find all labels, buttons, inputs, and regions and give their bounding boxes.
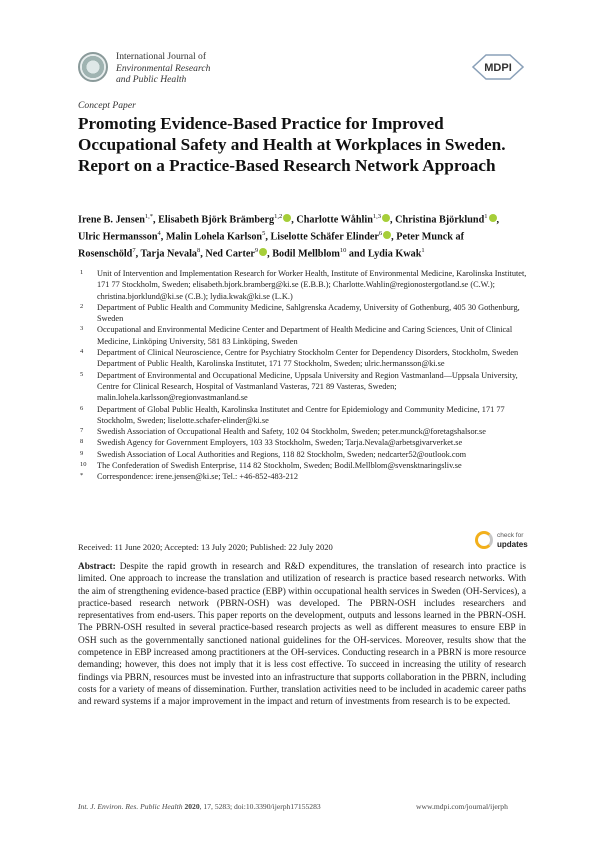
author-list bbox=[78, 210, 523, 261]
check-updates-icon bbox=[475, 531, 493, 549]
affiliation-item bbox=[80, 437, 528, 448]
author[interactable]: Elisabeth Björk Brämberg bbox=[158, 214, 275, 226]
affiliation-item bbox=[80, 404, 528, 427]
check-for-updates-button[interactable]: check for updates bbox=[475, 530, 535, 554]
affiliation-item bbox=[80, 471, 528, 482]
author-affiliation-ref: 10 bbox=[339, 246, 347, 254]
affiliation-number: 8 bbox=[80, 438, 84, 446]
affiliation-text: Swedish Association of Local Authorities and Regions, 118 82 Stockholm, Sweden; nedcarter52@outlook.com bbox=[97, 449, 467, 459]
journal-url-link[interactable]: www.mdpi.com/journal/ijerph bbox=[416, 802, 508, 811]
author-separator: , bbox=[291, 214, 297, 226]
author-separator: , bbox=[200, 248, 206, 260]
affiliation-text: The Confederation of Swedish Enterprise, 114 82 Stockholm, Sweden; Bodil.Mellblom@svensktnaringsliv.se bbox=[97, 461, 462, 471]
author[interactable]: Tarja Nevala bbox=[140, 248, 198, 260]
author-affiliation-ref: 1,2 bbox=[274, 213, 283, 220]
author[interactable]: Lydia Kwak bbox=[367, 248, 422, 260]
affiliation-item bbox=[80, 302, 528, 325]
article-type: Concept Paper bbox=[78, 100, 136, 111]
abstract-text: Despite the rapid growth in research and R&D expenditures, the translation of research into practice is limited. One approach to increase the translation and utilization of research is practice based research networks. With the aim of strengthening evidence-based practice (EBP) within occupational health services in Sweden (OH-Services), a practice-based research network (PBRN-OSH) was developed. The PBRN-OSH includes researchers and representatives from end-users. This paper reports on the development, outputs and lessons learned in the PBRN-OSH. The PBRN-OSH resulted in several practice-based research projects as well as different measures to ensure EBP in OSH such as the governmentally sanctioned national guidelines for the OH-services. Moreover, results show that the competence in EBP increased among practitioners at the OH-services. Conducting research in a PBRN is more resource demanding; however, this does not imply that it is less cost effective. To succeed in increasing the utility of research findings via PBRN, resources must be invested into an infrastructure that supports collaboration in the PBRN, including costs for a variety of means of dissemination. Further, translation activities need to be included in academic career paths and reward systems if a major improvement in the impact and return of investments from research is to be expected. bbox=[78, 562, 526, 708]
affiliation-item bbox=[80, 426, 528, 437]
mdpi-logo-text: MDPI bbox=[484, 62, 512, 74]
author-affiliation-ref: 8 bbox=[197, 246, 201, 254]
author-affiliation-ref: 1,* bbox=[144, 213, 154, 220]
author-separator: , bbox=[265, 231, 271, 243]
affiliation-number: 2 bbox=[80, 302, 84, 310]
affiliation-text: Department of Global Public Health, Karolinska Institutet and Centre for Epidemiology and Community Medicine, 171 77 Stockholm, Sweden; liselotte.schafer-elinder@ki.se bbox=[97, 404, 505, 425]
affiliation-text: Department of Public Health and Community Medicine, Sahlgrenska Academy, University of Gothenburg, 405 30 Gothenburg, Sweden bbox=[97, 302, 520, 324]
author[interactable]: Peter Munck af Rosenschöld bbox=[78, 231, 464, 260]
affiliation-item bbox=[80, 449, 528, 460]
author-separator: , bbox=[390, 214, 396, 226]
author[interactable]: Liselotte Schäfer Elinder bbox=[270, 231, 379, 243]
affiliation-list bbox=[80, 268, 528, 483]
affiliation-text: Correspondence: irene.jensen@ki.se; Tel.: +46-852-483-212 bbox=[97, 472, 298, 482]
abstract-label: Abstract: bbox=[78, 562, 116, 572]
orcid-icon[interactable] bbox=[383, 231, 391, 239]
author[interactable]: Irene B. Jensen bbox=[78, 214, 145, 226]
affiliation-item bbox=[80, 268, 528, 302]
author-affiliation-ref: 9 bbox=[254, 246, 259, 254]
author-separator: , bbox=[496, 214, 500, 226]
author[interactable]: Ned Carter bbox=[205, 248, 255, 260]
author-affiliation-ref: 1 bbox=[421, 246, 425, 254]
affiliation-number: 4 bbox=[80, 348, 84, 356]
affiliation-text: Unit of Intervention and Implementation Research for Worker Health, Institute of Environmental Medicine, Karolinska Institutet, 171 77 Stockholm, Sweden; elisabeth.bjork.bramberg@ki.se (E.B.B.); Charlotte.Wahlin@regionostergotland.se (C.W.); christina.bjorklund@ki.se (C.B.); lydia.kwak@ki.se (L.K.) bbox=[97, 269, 527, 301]
affiliation-number: 6 bbox=[80, 404, 84, 412]
author-affiliation-ref: 1 bbox=[484, 213, 488, 220]
author[interactable]: Bodil Mellblom bbox=[272, 248, 340, 260]
orcid-icon[interactable] bbox=[382, 214, 390, 222]
pub-year: 2020 bbox=[184, 802, 200, 811]
affiliation-number: 7 bbox=[80, 427, 84, 435]
citation-footer bbox=[78, 802, 321, 811]
mdpi-logo[interactable] bbox=[472, 54, 524, 80]
author-separator: , bbox=[153, 214, 159, 226]
author-separator: , bbox=[135, 248, 141, 260]
paper-title: Promoting Evidence-Based Practice for Improved Occupational Safety and Health at Workplaces in Sweden. Report on a Practice-Based Research Network Approach bbox=[78, 114, 506, 175]
affiliation-number: 3 bbox=[80, 325, 84, 333]
received-dates: Received: 11 June 2020; Accepted: 13 July 2020; Published: 22 July 2020 bbox=[78, 542, 333, 552]
orcid-icon[interactable] bbox=[259, 248, 267, 256]
affiliation-text: Swedish Association of Occupational Health and Safety, 102 04 Stockholm, Sweden; peter.munck@foretagshalsor.se bbox=[97, 427, 486, 437]
author-affiliation-ref: 4 bbox=[157, 229, 161, 237]
affiliation-item bbox=[80, 370, 528, 404]
author[interactable]: Malin Lohela Karlson bbox=[165, 231, 263, 243]
author-affiliation-ref: 5 bbox=[262, 229, 266, 237]
abstract bbox=[78, 561, 526, 709]
affiliation-number: 1 bbox=[80, 269, 84, 276]
author-separator: and bbox=[346, 248, 368, 260]
author[interactable]: Christina Björklund bbox=[395, 214, 485, 226]
journal-name[interactable]: International Journal of Environmental Research and Public Health bbox=[116, 51, 211, 85]
affiliation-number: * bbox=[80, 472, 84, 480]
affiliation-number: 9 bbox=[80, 449, 84, 457]
affiliation-text: Swedish Agency for Government Employers, 103 33 Stockholm, Sweden; Tarja.Nevala@arbetsgivarverket.se bbox=[97, 438, 463, 448]
affiliation-number: 10 bbox=[80, 461, 87, 469]
orcid-icon[interactable] bbox=[489, 214, 497, 222]
author-separator: , bbox=[391, 231, 397, 243]
affiliation-number: 5 bbox=[80, 370, 84, 378]
author-affiliation-ref: 6 bbox=[378, 229, 383, 237]
affiliation-text: Occupational and Environmental Medicine Center and Department of Health Medicine and Caring Sciences, Unit of Clinical Medicine, Linköping University, 581 83 Linköping, Sweden bbox=[97, 325, 513, 346]
affiliation-text: Department of Clinical Neuroscience, Centre for Psychiatry Stockholm Center for Dependency Disorders, Stockholm, Sweden Department of Public Health, Karolinska Institutet, 171 77 Stockholm, Sweden; ulric.hermansson@ki.se bbox=[97, 348, 519, 369]
affiliation-text: Department of Environmental and Occupational Medicine, Uppsala University and Region Vastmanland—Uppsala University, Centre for Clinical Research, Hospital of Vastmanland Vasteras, 721 89 Vasteras, Sweden; malin.lohela.karlsson@regionvastmanland.se bbox=[97, 370, 518, 403]
journal-abbrev: Int. J. Environ. Res. Public Health bbox=[78, 802, 183, 811]
author-affiliation-ref: 7 bbox=[132, 246, 136, 254]
citation-rest: , 17, 5283; doi:10.3390/ijerph17155283 bbox=[199, 802, 321, 811]
author[interactable]: Ulric Hermansson bbox=[78, 231, 158, 243]
affiliation-item bbox=[80, 324, 528, 347]
author-affiliation-ref: 1,3 bbox=[372, 213, 381, 220]
journal-logo-icon bbox=[78, 52, 108, 82]
affiliation-item bbox=[80, 460, 528, 471]
author[interactable]: Charlotte Wåhlin bbox=[296, 214, 373, 226]
author-separator: , bbox=[160, 231, 166, 243]
author-separator: , bbox=[267, 248, 273, 260]
affiliation-item bbox=[80, 347, 528, 370]
